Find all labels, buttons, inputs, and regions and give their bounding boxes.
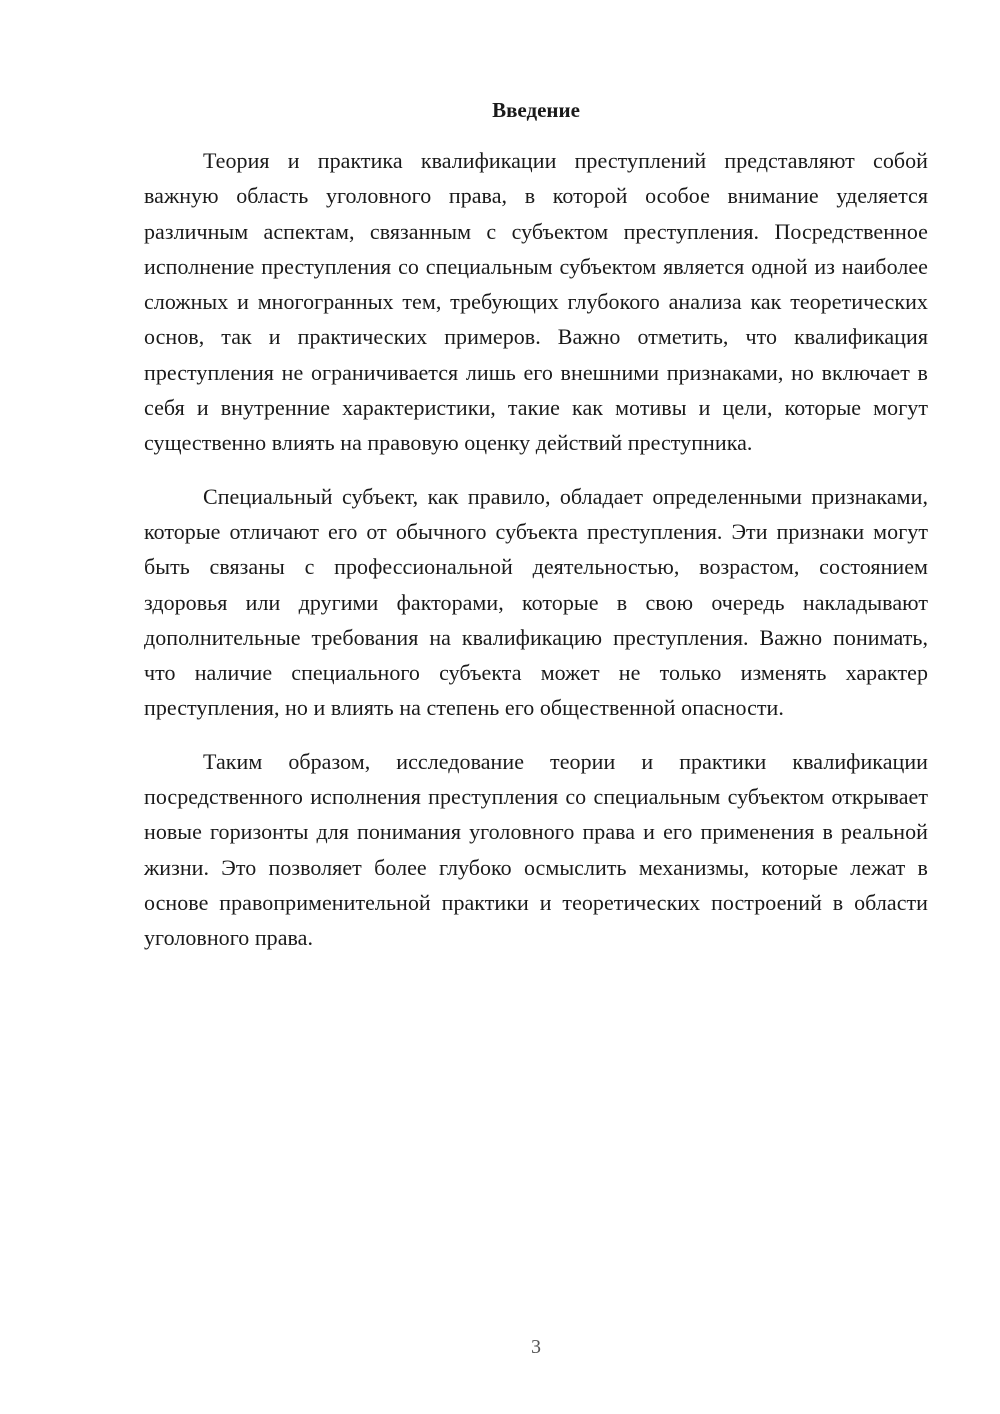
section-title: Введение xyxy=(492,98,580,122)
paragraph-3: Таким образом, исследование теории и практики квалификации посредственного исполнения преступления со специальным субъектом открывает новые горизонты для понимания уголовного права и его применения в реальной жизни. Это позволяет более глубоко осмыслить механизмы, которые лежат в основе правоприменительной практики и теоретических построений в области уголовного права. xyxy=(144,748,928,951)
paragraph-2: Специальный субъект, как правило, обладает определенными признаками, которые отличают его от обычного субъекта преступления. Эти признаки могут быть связаны с профессиональной деятельностью, возрастом, состоянием здоровья или другими факторами, которые в свою очередь накладывают дополнительные требования на квалификацию преступления. Важно понимать, что наличие специального субъекта может не только изменять характер преступления, но и влиять на степень его общественной опасности. xyxy=(144,483,928,721)
page-number: 3 xyxy=(531,1336,541,1358)
paragraph-1: Теория и практика квалификации преступлений представляют собой важную область уголовного права, в которой особое внимание уделяется различным аспектам, связанным с субъектом преступления. Посредственное исполнение преступления со специальным субъектом является одной из наиболее сложных и многогранных тем, требующих глубокого анализа как теоретических основ, так и практических примеров. Важно отметить, что квалификация преступления не ограничивается лишь его внешними признаками, но включает в себя и внутренние характеристики, такие как мотивы и цели, которые могут существенно влиять на правовую оценку действий преступника. xyxy=(144,148,928,456)
page-content xyxy=(144,96,928,956)
